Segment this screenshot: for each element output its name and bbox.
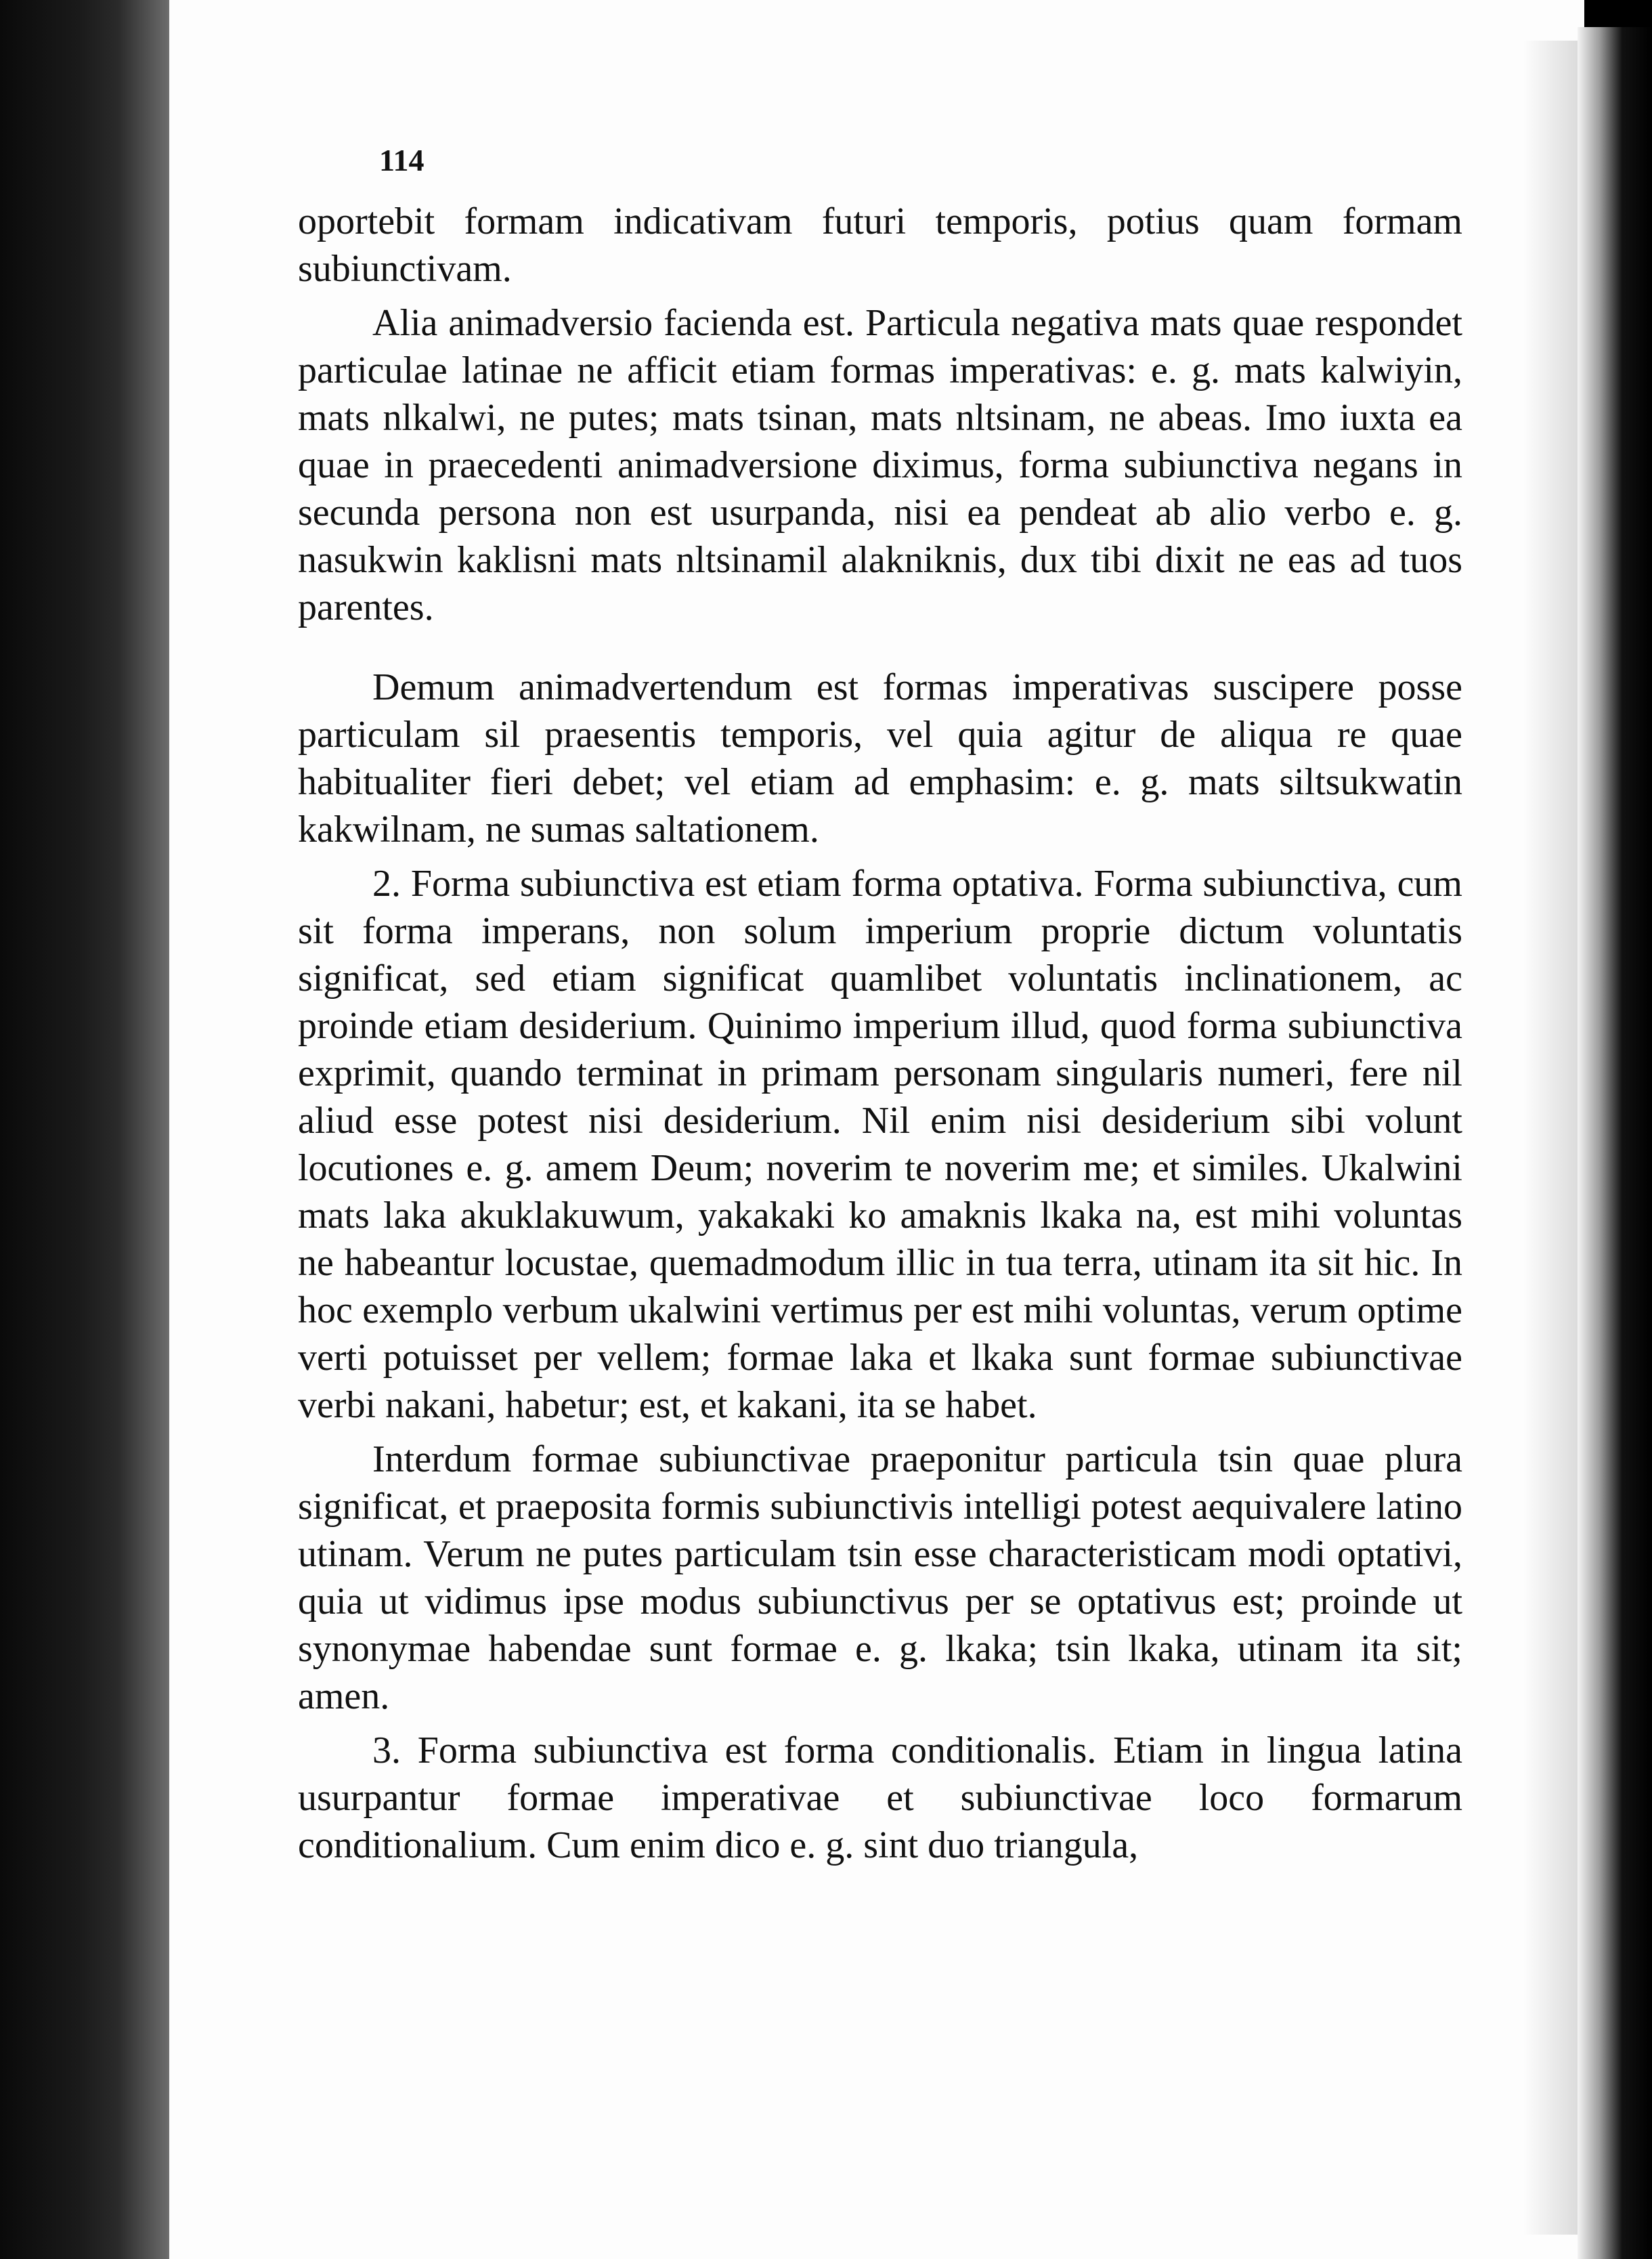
page-number: 114 <box>379 143 425 177</box>
paragraph-demum: Demum animadvertendum est formas imperativas suscipere posse particulam sil praesentis temporis, vel quia agitur de aliqua re quae habitualiter fieri debet; vel etiam ad emphasim: e. g. mats siltsukwatin kakwilnam, ne sumas saltationem. <box>298 666 1462 851</box>
paragraph-section-2: 2. Forma subiunctiva est etiam forma optativa. Forma subiunctiva, cum sit forma imperans, non solum imperium proprie dictum voluntatis significat, sed etiam significat quamlibet voluntatis inclinationem, ac proinde etiam desiderium. Quinimo imperium illud, quod forma subiunctiva exprimit, quando terminat in primam personam singularis numeri, fere nil aliud esse potest nisi desiderium. Nil enim nisi desiderium sibi volunt locutiones e. g. amem Deum; noverim te noverim me; et similes. Ukalwini mats laka akuklakuwum, yakakaki ko amaknis lkaka na, est mihi voluntas ne habeantur locustae, quemadmodum illic in tua terra, utinam ita sit hic. In hoc exemplo verbum ukalwini vertimus per est mihi voluntas, verum optime verti potuisset per vellem; formae laka et lkaka sunt formae subiunctivae verbi nakani, habetur; est, et kakani, ita se habet. <box>298 863 1462 1426</box>
paragraph-section-3: 3. Forma subiunctiva est forma conditionalis. Etiam in lingua latina usurpantur formae imperativae et subiunctivae loco formarum conditionalium. Cum enim dico e. g. sint duo triangula, <box>298 1729 1462 1866</box>
paragraph-alia: Alia animadversio facienda est. Particula negativa mats quae respondet particulae latinae ne afficit etiam formas imperativas: e. g. mats kalwiyin, mats nlkalwi, ne putes; mats tsinan, mats nltsinam, ne abeas. Imo iuxta ea quae in praecedenti animadversione diximus, forma subiunctiva negans in secunda persona non est usurpanda, nisi ea pendeat ab alio verbo e. g. nasukwin kaklisni mats nltsinamil alakniknis, dux tibi dixit ne eas ad tuos parentes. <box>298 302 1462 628</box>
page-gutter-shadow <box>1523 41 1584 2235</box>
page-text <box>298 142 1462 1869</box>
paragraph-continuation: oportebit formam indicativam futuri temporis, potius quam formam subiunctivam. <box>298 200 1462 290</box>
book-spine-edge <box>0 0 196 2259</box>
paragraph-interdum: Interdum formae subiunctivae praeponitur particula tsin quae plura significat, et praeposita formis subiunctivis intelligi potest aequivalere latino utinam. Verum ne putes particulam tsin esse characteristicam modi optativi, quia ut vidimus ipse modus subiunctivus per se optativus est; proinde ut synonymae habendae sunt formae e. g. lkaka; tsin lkaka, utinam ita sit; amen. <box>298 1438 1462 1717</box>
page-right-shadow <box>1578 27 1652 2259</box>
